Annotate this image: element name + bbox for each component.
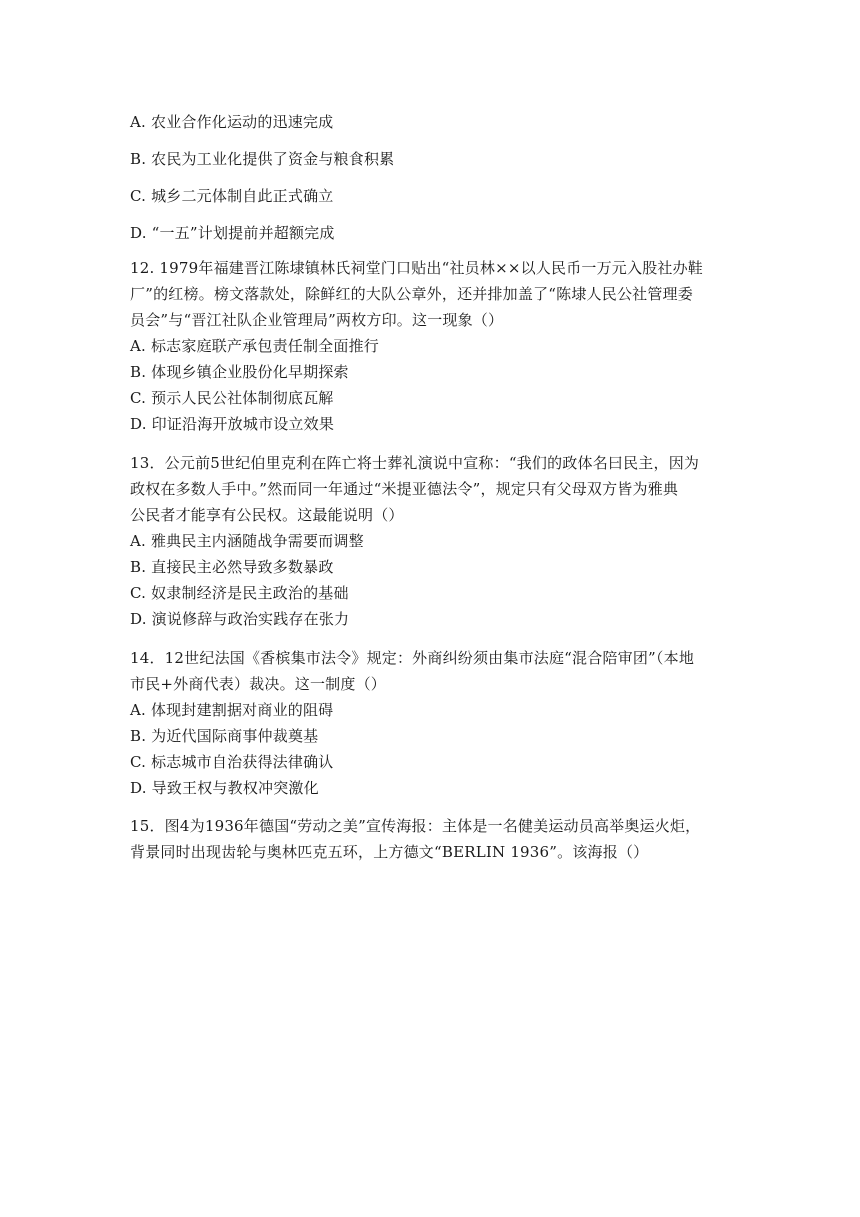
question-12: [130, 255, 750, 437]
question-13: [130, 450, 750, 632]
q13-stem-line: 公民者才能享有公民权。这最能说明（）: [130, 506, 404, 524]
q14-stem-line: 市民+外商代表）裁决。这一制度（）: [130, 675, 386, 693]
q14-option-d: D. 导致王权与教权冲突激化: [130, 779, 319, 797]
q11-option-d: D. “一五”计划提前并超额完成: [130, 224, 335, 242]
q13-option-a: A. 雅典民主内涵随战争需要而调整: [130, 532, 364, 550]
q13-option-d: D. 演说修辞与政治实践存在张力: [130, 610, 350, 628]
question-15: [130, 813, 750, 865]
q15-stem-line: 背景同时出现齿轮与奥林匹克五环，上方德文“BERLIN 1936”。该海报（）: [130, 843, 649, 861]
q13-stem-line: 政权在多数人手中。”然而同一年通过“米提亚德法令”，规定只有父母双方皆为雅典: [130, 480, 679, 498]
q11-option-c: C. 城乡二元体制自此正式确立: [130, 187, 334, 205]
q14-option-c: C. 标志城市自治获得法律确认: [130, 753, 334, 771]
q12-option-c: C. 预示人民公社体制彻底瓦解: [130, 389, 334, 407]
q15-stem-line: 15．图4为1936年德国“劳动之美”宣传海报：主体是一名健美运动员高举奥运火炬，: [130, 817, 701, 835]
q12-stem-line: 厂”的红榜。榜文落款处，除鲜红的大队公章外，还并排加盖了“陈埭人民公社管理委: [130, 285, 693, 303]
q11-option-b: B. 农民为工业化提供了资金与粮食积累: [130, 150, 395, 168]
q13-stem-line: 13．公元前5世纪伯里克利在阵亡将士葬礼演说中宣称：“我们的政体名曰民主，因为: [130, 454, 700, 472]
q12-option-b: B. 体现乡镇企业股份化早期探索: [130, 363, 349, 381]
q13-option-c: C. 奴隶制经济是民主政治的基础: [130, 584, 349, 602]
q13-option-b: B. 直接民主必然导致多数暴政: [130, 558, 334, 576]
q12-option-d: D. 印证沿海开放城市设立效果: [130, 415, 335, 433]
q12-stem-line: 员会”与“晋江社队企业管理局”两枚方印。这一现象（）: [130, 311, 504, 329]
question-14: [130, 645, 750, 801]
q11-options: [130, 104, 750, 252]
q14-option-a: A. 体现封建割据对商业的阻碍: [130, 701, 334, 719]
q12-option-a: A. 标志家庭联产承包责任制全面推行: [130, 337, 379, 355]
q14-option-b: B. 为近代国际商事仲裁奠基: [130, 727, 319, 745]
q12-stem-line: 12. 1979年福建晋江陈埭镇林氏祠堂门口贴出“社员林××以人民币一万元入股社办鞋: [130, 259, 704, 277]
q11-option-a: A. 农业合作化运动的迅速完成: [130, 113, 334, 131]
q14-stem-line: 14．12世纪法国《香槟集市法令》规定：外商纠纷须由集市法庭“混合陪审团”（本地: [130, 649, 695, 667]
